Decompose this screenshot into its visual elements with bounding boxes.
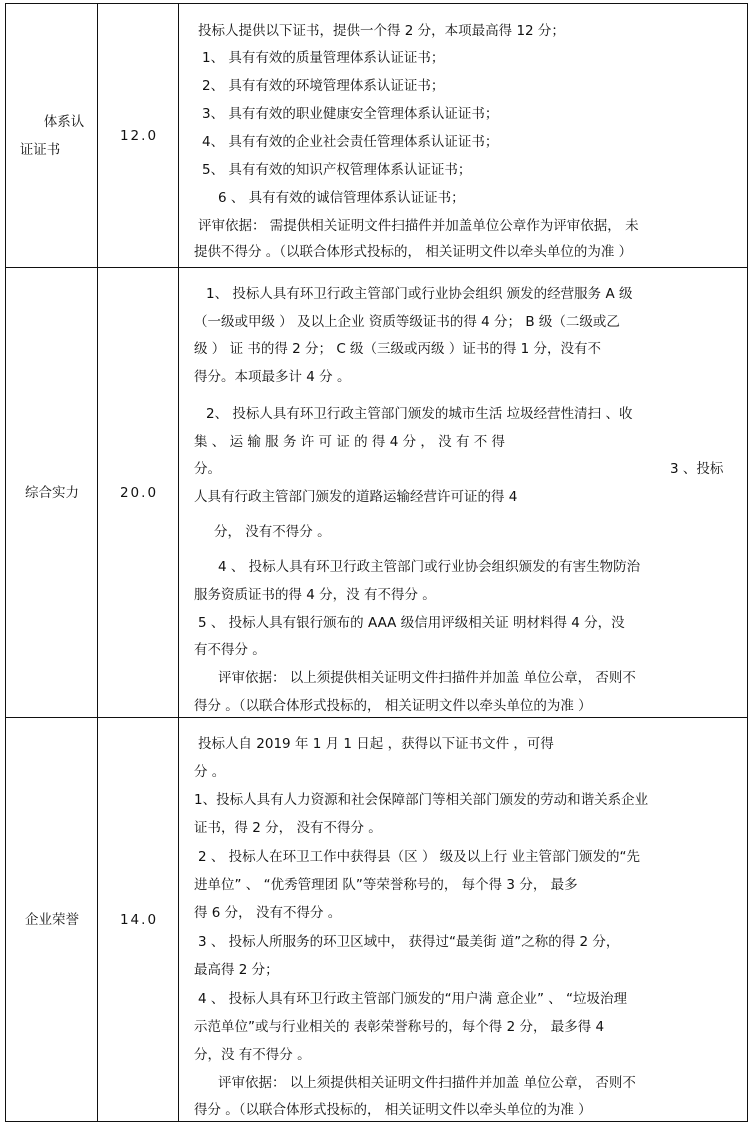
- content-line: 得分 。（以联合体形式投标的， 相关证明文件以牵头单位的为准 ）: [194, 1102, 592, 1118]
- content-line: （一级或甲级 ） 及以上企业 资质等级证书的得 4 分； B 级（二级或乙: [194, 314, 620, 330]
- content-line: 证书，得 2 分， 没有不得分 。: [194, 820, 382, 836]
- scoring-table: [5, 3, 748, 1122]
- content-line: 1、 投标人具有环卫行政主管部门或行业协会组织 颁发的经营服务 A 级: [206, 286, 633, 302]
- content-line: 3 、投标: [670, 461, 724, 477]
- criterion-content: [184, 4, 739, 267]
- content-line: 分。: [194, 461, 221, 477]
- criterion-name-line: 体系认: [43, 113, 85, 130]
- content-line: 有不得分 。: [194, 642, 266, 658]
- content-line: 分 。: [194, 764, 226, 780]
- content-line: 2、 具有有效的环境管理体系认证证书；: [202, 78, 445, 94]
- content-line: 提供不得分 。（以联合体形式投标的， 相关证明文件以牵头单位的为准 ）: [194, 244, 633, 260]
- content-line: 5 、 投标人具有银行颁布的 AAA 级信用评级相关证 明材料得 4 分，没: [198, 615, 625, 631]
- criterion-name-cell: [6, 4, 98, 267]
- content-line: 集 、 运 输 服 务 许 可 证 的 得 4 分 ， 没 有 不 得: [194, 434, 506, 450]
- criterion-name-line: 企业荣誉: [25, 911, 79, 928]
- criterion-name-cell: [6, 718, 98, 1121]
- content-line: 投标人自 2019 年 1 月 1 日起 ，获得以下证书文件 ，可得: [198, 736, 554, 752]
- criterion-name-line: 证证书: [19, 141, 61, 158]
- content-line: 1、 具有有效的质量管理体系认证证书；: [202, 50, 445, 66]
- criterion-content: [184, 268, 739, 717]
- criterion-name-line: 综合实力: [25, 484, 79, 501]
- content-line: 4 、 投标人具有环卫行政主管部门颁发的“用户满 意企业” 、 “垃圾治理: [198, 991, 628, 1007]
- content-line: 2 、 投标人在环卫工作中获得县（区 ） 级及以上行 业主管部门颁发的“先: [198, 849, 641, 865]
- content-line: 得分。本项最多计 4 分 。: [194, 369, 351, 385]
- criterion-score: 12.0: [119, 127, 159, 144]
- content-line: 人具有行政主管部门颁发的道路运输经营许可证的得 4: [194, 489, 518, 505]
- content-line: 4 、 投标人具有环卫行政主管部门或行业协会组织颁发的有害生物防治: [218, 559, 641, 575]
- content-line: 得分 。（以联合体形式投标的， 相关证明文件以牵头单位的为准 ）: [194, 698, 592, 714]
- content-line: 分， 没有不得分 。: [214, 524, 331, 540]
- content-line: 投标人提供以下证书，提供一个得 2 分，本项最高得 12 分；: [198, 23, 565, 39]
- content-line: 6 、 具有有效的诚信管理体系认证证书；: [218, 190, 465, 206]
- content-line: 评审依据： 需提供相关证明文件扫描件并加盖单位公章作为评审依据， 未: [198, 218, 639, 234]
- criterion-content: [184, 718, 739, 1121]
- content-line: 分，没 有不得分 。: [194, 1047, 311, 1063]
- content-line: 4、 具有有效的企业社会责任管理体系认证证书；: [202, 134, 499, 150]
- content-line: 进单位” 、 “优秀管理团 队”等荣誉称号的， 每个得 3 分， 最多: [194, 877, 578, 893]
- criterion-score: 14.0: [119, 911, 159, 928]
- content-line: 最高得 2 分；: [194, 962, 279, 978]
- content-line: 评审依据： 以上须提供相关证明文件扫描件并加盖 单位公章， 否则不: [218, 1075, 636, 1091]
- content-line: 评审依据： 以上须提供相关证明文件扫描件并加盖 单位公章， 否则不: [218, 670, 636, 686]
- column-divider: [178, 4, 179, 1121]
- criterion-name-cell: [6, 268, 98, 717]
- content-line: 得 6 分， 没有不得分 。: [194, 905, 342, 921]
- content-line: 3 、 投标人所服务的环卫区域中， 获得过“最美街 道”之称的得 2 分，: [198, 934, 620, 950]
- content-line: 3、 具有有效的职业健康安全管理体系认证证书；: [202, 106, 499, 122]
- content-line: 级 ） 证 书的得 2 分； C 级（三级或丙级 ）证书的得 1 分，没有不: [194, 341, 602, 357]
- content-line: 示范单位”或与行业相关的 表彰荣誉称号的，每个得 2 分， 最多得 4: [194, 1019, 605, 1035]
- criterion-score: 20.0: [119, 484, 159, 501]
- content-line: 2、 投标人具有环卫行政主管部门颁发的城市生活 垃圾经营性清扫 、收: [206, 406, 633, 422]
- content-line: 1、投标人具有人力资源和社会保障部门等相关部门颁发的劳动和谐关系企业: [194, 792, 649, 808]
- content-line: 服务资质证书的得 4 分，没 有不得分 。: [194, 587, 436, 603]
- content-line: 5、 具有有效的知识产权管理体系认证证书；: [202, 162, 472, 178]
